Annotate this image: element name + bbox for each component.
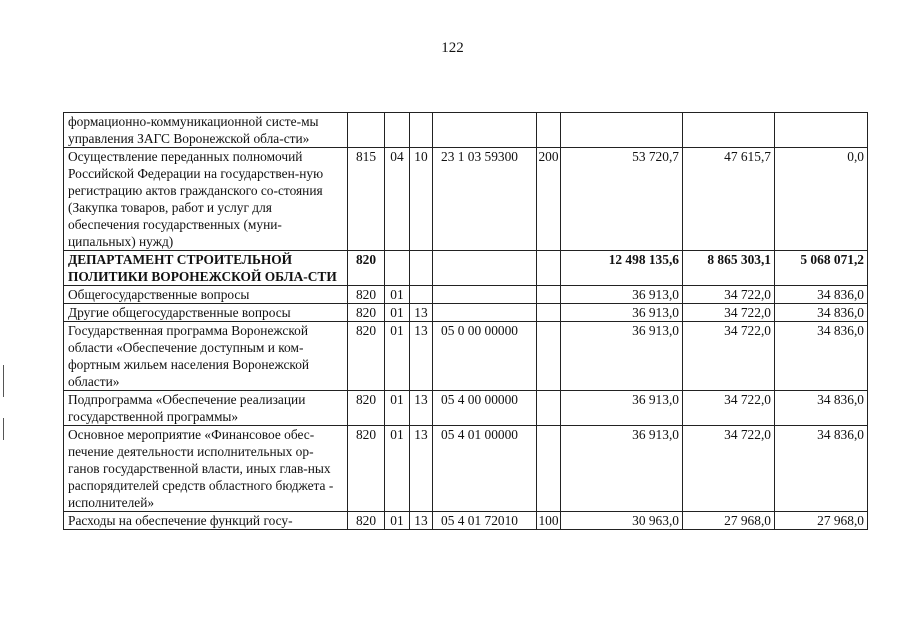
expense-type-cell xyxy=(537,426,561,512)
expense-type-cell xyxy=(537,391,561,426)
item-name-cell: Расходы на обеспечение функций госу- xyxy=(64,512,348,530)
amount-year1-cell: 36 913,0 xyxy=(561,391,683,426)
budget-table-body xyxy=(64,113,868,530)
department-code-cell: 820 xyxy=(348,391,385,426)
table-row xyxy=(64,304,868,322)
expense-type-cell xyxy=(537,322,561,391)
target-article-cell: 05 4 01 00000 xyxy=(433,426,537,512)
amount-year3-cell: 5 068 071,2 xyxy=(775,251,868,286)
margin-line-mark xyxy=(3,365,4,397)
target-article-cell: 05 4 00 00000 xyxy=(433,391,537,426)
table-row xyxy=(64,391,868,426)
budget-table xyxy=(63,112,868,530)
table-row xyxy=(64,426,868,512)
subsection-code-cell: 13 xyxy=(410,426,433,512)
expense-type-cell: 200 xyxy=(537,148,561,251)
section-code-cell: 01 xyxy=(385,512,410,530)
subsection-code-cell xyxy=(410,251,433,286)
amount-year2-cell xyxy=(683,113,775,148)
section-code-cell: 01 xyxy=(385,322,410,391)
amount-year3-cell: 34 836,0 xyxy=(775,426,868,512)
amount-year2-cell: 34 722,0 xyxy=(683,426,775,512)
amount-year2-cell: 34 722,0 xyxy=(683,304,775,322)
amount-year3-cell: 34 836,0 xyxy=(775,304,868,322)
amount-year2-cell: 34 722,0 xyxy=(683,391,775,426)
target-article-cell xyxy=(433,113,537,148)
margin-line-mark xyxy=(3,418,4,440)
table-row xyxy=(64,286,868,304)
subsection-code-cell: 13 xyxy=(410,391,433,426)
amount-year3-cell xyxy=(775,113,868,148)
section-code-cell: 01 xyxy=(385,391,410,426)
item-name-cell: Основное мероприятие «Финансовое обес-печение деятельности исполнительных ор-ганов государственной власти, иных глав-ных распорядителей средств областного бюджета - исполнителей» xyxy=(64,426,348,512)
item-name-cell: Подпрограмма «Обеспечение реализации государственной программы» xyxy=(64,391,348,426)
target-article-cell xyxy=(433,304,537,322)
amount-year2-cell: 27 968,0 xyxy=(683,512,775,530)
department-code-cell: 820 xyxy=(348,304,385,322)
amount-year3-cell: 27 968,0 xyxy=(775,512,868,530)
target-article-cell xyxy=(433,286,537,304)
amount-year1-cell: 12 498 135,6 xyxy=(561,251,683,286)
amount-year3-cell: 34 836,0 xyxy=(775,391,868,426)
amount-year2-cell: 34 722,0 xyxy=(683,322,775,391)
amount-year2-cell: 47 615,7 xyxy=(683,148,775,251)
amount-year1-cell: 36 913,0 xyxy=(561,426,683,512)
item-name-cell: ДЕПАРТАМЕНТ СТРОИТЕЛЬНОЙ ПОЛИТИКИ ВОРОНЕЖСКОЙ ОБЛА-СТИ xyxy=(64,251,348,286)
expense-type-cell xyxy=(537,113,561,148)
department-code-cell: 820 xyxy=(348,286,385,304)
subsection-code-cell: 10 xyxy=(410,148,433,251)
amount-year2-cell: 34 722,0 xyxy=(683,286,775,304)
amount-year1-cell: 36 913,0 xyxy=(561,304,683,322)
subsection-code-cell xyxy=(410,113,433,148)
expense-type-cell xyxy=(537,251,561,286)
table-row xyxy=(64,148,868,251)
target-article-cell xyxy=(433,251,537,286)
table-row xyxy=(64,322,868,391)
expense-type-cell: 100 xyxy=(538,513,559,528)
section-code-cell: 01 xyxy=(385,304,410,322)
table-row xyxy=(64,113,868,148)
amount-year1-cell: 30 963,0 xyxy=(561,512,683,530)
item-name-cell: формационно-коммуникационной систе-мы управления ЗАГС Воронежской обла-сти» xyxy=(64,113,348,148)
section-code-cell: 01 xyxy=(385,286,410,304)
department-code-cell: 815 xyxy=(348,148,385,251)
amount-year1-cell: 36 913,0 xyxy=(561,322,683,391)
section-code-cell: 04 xyxy=(385,148,410,251)
section-code-cell xyxy=(385,113,410,148)
page-number: 122 xyxy=(441,40,464,56)
expense-type-cell xyxy=(537,286,561,304)
subsection-code-cell: 13 xyxy=(410,304,433,322)
subsection-code-cell: 13 xyxy=(410,512,433,530)
item-name-cell: Общегосударственные вопросы xyxy=(64,286,348,304)
department-code-cell: 820 xyxy=(348,426,385,512)
department-code-cell: 820 xyxy=(348,322,385,391)
department-code-cell: 820 xyxy=(348,251,385,286)
expense-type-cell xyxy=(537,304,561,322)
target-article-cell: 05 4 01 72010 xyxy=(433,512,537,530)
amount-year3-cell: 34 836,0 xyxy=(775,286,868,304)
department-code-cell: 820 xyxy=(348,512,385,530)
target-article-cell: 05 0 00 00000 xyxy=(433,322,537,391)
subsection-code-cell xyxy=(410,286,433,304)
amount-year1-cell xyxy=(561,113,683,148)
amount-year2-cell: 8 865 303,1 xyxy=(683,251,775,286)
item-name-cell: Осуществление переданных полномочий Российской Федерации на государствен-ную регистрацию актов гражданского со-стояния (Закупка товаров, работ и услуг для обеспечения государственных (муни-ципальных) нужд) xyxy=(64,148,348,251)
item-name-cell: Государственная программа Воронежской области «Обеспечение доступным и ком-фортным жильем населения Воронежской области» xyxy=(64,322,348,391)
department-code-cell xyxy=(348,113,385,148)
amount-year3-cell: 0,0 xyxy=(775,148,868,251)
section-code-cell: 01 xyxy=(385,426,410,512)
amount-year1-cell: 36 913,0 xyxy=(561,286,683,304)
target-article-cell: 23 1 03 59300 xyxy=(433,148,537,251)
amount-year3-cell: 34 836,0 xyxy=(775,322,868,391)
item-name-cell: Другие общегосударственные вопросы xyxy=(64,304,348,322)
table-row xyxy=(64,251,868,286)
subsection-code-cell: 13 xyxy=(410,322,433,391)
table-row xyxy=(64,512,868,530)
section-code-cell xyxy=(385,251,410,286)
amount-year1-cell: 53 720,7 xyxy=(561,148,683,251)
